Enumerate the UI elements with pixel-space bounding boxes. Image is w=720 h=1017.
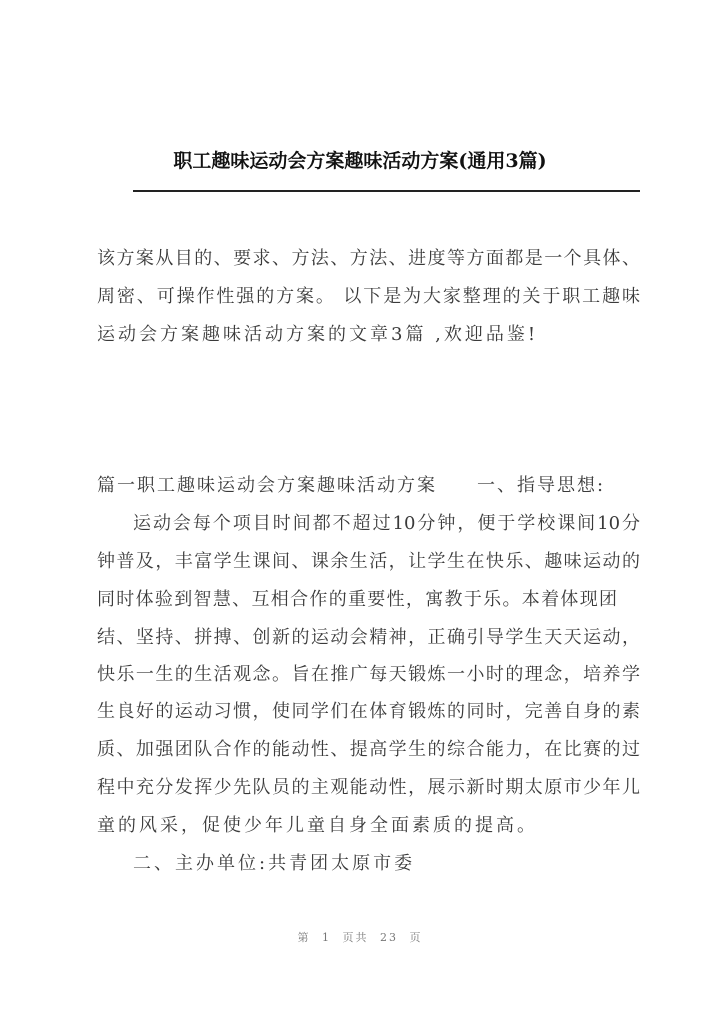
body-line: 结、坚持、拼搏、创新的运动会精神，正确引导学生天天运动， [97,627,640,648]
body-line: 同时体验到智慧、互相合作的重要性，寓教于乐。本着体现团 [97,589,617,610]
title-divider [133,190,640,192]
body-line: 快乐一生的生活观念。旨在推广每天锻炼一小时的理念，培养学 [97,664,640,685]
body-line: 质、加强团队合作的能动性、提高学生的综合能力，在比赛的过 [97,739,640,760]
organizer-line: 二、主办单位:共青团太原市委 [133,853,416,874]
body-line: 运动会每个项目时间都不超过10分钟，便于学校课间10分 [133,513,640,534]
page-footer: 第 1 页共 23 页 [297,931,423,944]
intro-line: 周密、可操作性强的方案。 以下是为大家整理的关于职工趣味 [97,286,640,307]
intro-line: 运动会方案趣味活动方案的文章3篇 ,欢迎品鉴! [97,324,539,345]
body-line: 钟普及，丰富学生课间、课余生活，让学生在快乐、趣味运动的 [97,551,640,572]
section-heading: 篇一职工趣味运动会方案趣味活动方案 一、指导思想: [97,475,606,496]
document-title: 职工趣味运动会方案趣味活动方案(通用3篇) [173,150,547,172]
intro-line: 该方案从目的、要求、方法、方法、进度等方面都是一个具体、 [97,248,640,269]
body-line: 童的风采，促使少年儿童自身全面素质的提高。 [97,815,538,836]
body-line: 程中充分发挥少先队员的主观能动性，展示新时期太原市少年儿 [97,777,640,798]
body-line: 生良好的运动习惯，使同学们在体育锻炼的同时，完善自身的素 [97,701,640,722]
